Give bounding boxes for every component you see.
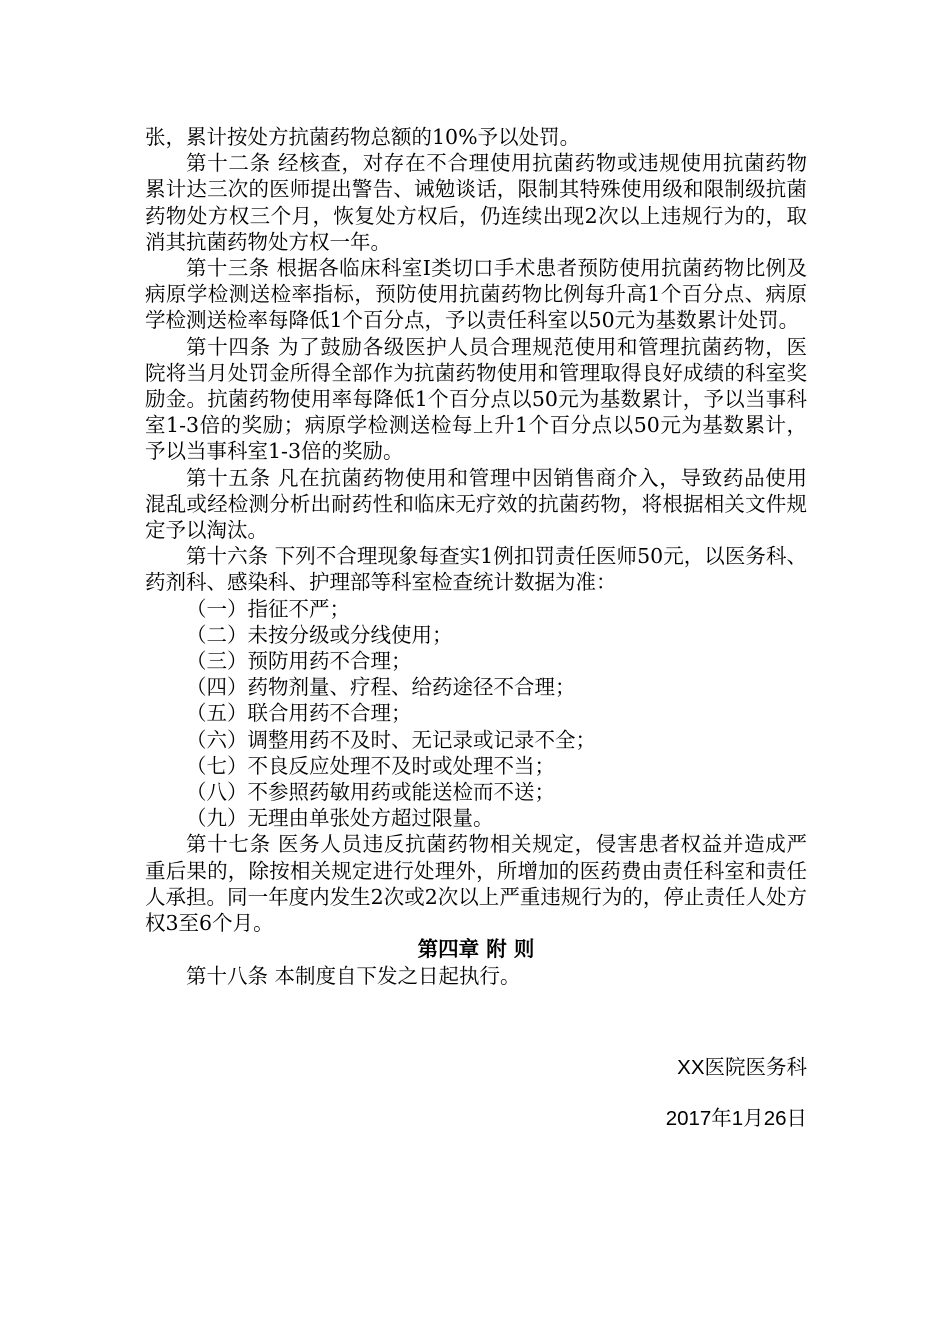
article-14: 第十四条 为了鼓励各级医护人员合理规范使用和管理抗菌药物，医院将当月处罚金所得全部作为抗菌药物使用和管理取得良好成绩的科室奖励金。抗菌药物使用率每降低1个百分点以50元为基数累计，予以当事科室1-3倍的奖励；病原学检测送检每上升1个百分点以50元为基数累计，予以当事科室1-3倍的奖励。: [145, 334, 807, 464]
list-item: （八）不参照药敏用药或能送检而不送；: [186, 780, 555, 805]
signature-date: 2017年1月26日: [665, 1107, 807, 1130]
article-12: 第十二条 经核查，对存在不合理使用抗菌药物或违规使用抗菌药物累计达三次的医师提出警告、诫勉谈话，限制其特殊使用级和限制级抗菌药物处方权三个月，恢复处方权后，仍连续出现2次以上违规行为的，取消其抗菌药物处方权一年。: [145, 151, 807, 254]
article-15: 第十五条 凡在抗菌药物使用和管理中因销售商介入，导致药品使用混乱或经检测分析出耐药性和临床无疗效的抗菌药物，将根据相关文件规定予以淘汰。: [145, 465, 807, 543]
article-16: 第十六条 下列不合理现象每查实1例扣罚责任医师50元，以医务科、药剂科、感染科、护理部等科室检查统计数据为准：: [145, 544, 807, 595]
paragraph-continuation: 张，累计按处方抗菌药物总额的10%予以处罚。: [145, 125, 581, 149]
list-item: （九）无理由单张处方超过限量。: [186, 806, 494, 831]
list-item: （三）预防用药不合理；: [186, 649, 412, 674]
article-13: 第十三条 根据各临床科室Ⅰ类切口手术患者预防使用抗菌药物比例及病原学检测送检率指标，预防使用抗菌药物比例每升高1个百分点、病原学检测送检率每降低1个百分点，予以责任科室以50元为基数累计处罚。: [145, 256, 807, 333]
list-item: （五）联合用药不合理；: [186, 701, 412, 726]
list-item: （六）调整用药不及时、无记录或记录不全；: [186, 727, 596, 752]
list-item: （七）不良反应处理不及时或处理不当；: [186, 753, 555, 778]
document-body: [145, 124, 807, 989]
list-item: （一）指征不严；: [186, 596, 350, 621]
chapter-heading: 第四章 附 则: [417, 937, 535, 962]
article-17: 第十七条 医务人员违反抗菌药物相关规定，侵害患者权益并造成严重后果的，除按相关规定进行处理外，所增加的医药费由责任科室和责任人承担。同一年度内发生2次或2次以上严重违规行为的，停止责任人处方权3至6个月。: [145, 832, 807, 936]
list-item: （二）未按分级或分线使用；: [186, 622, 453, 647]
list-item: （四）药物剂量、疗程、给药途径不合理；: [186, 675, 576, 700]
article-18: 第十八条 本制度自下发之日起执行。: [186, 963, 521, 988]
signature-organization: XX医院医务科: [677, 1056, 807, 1079]
